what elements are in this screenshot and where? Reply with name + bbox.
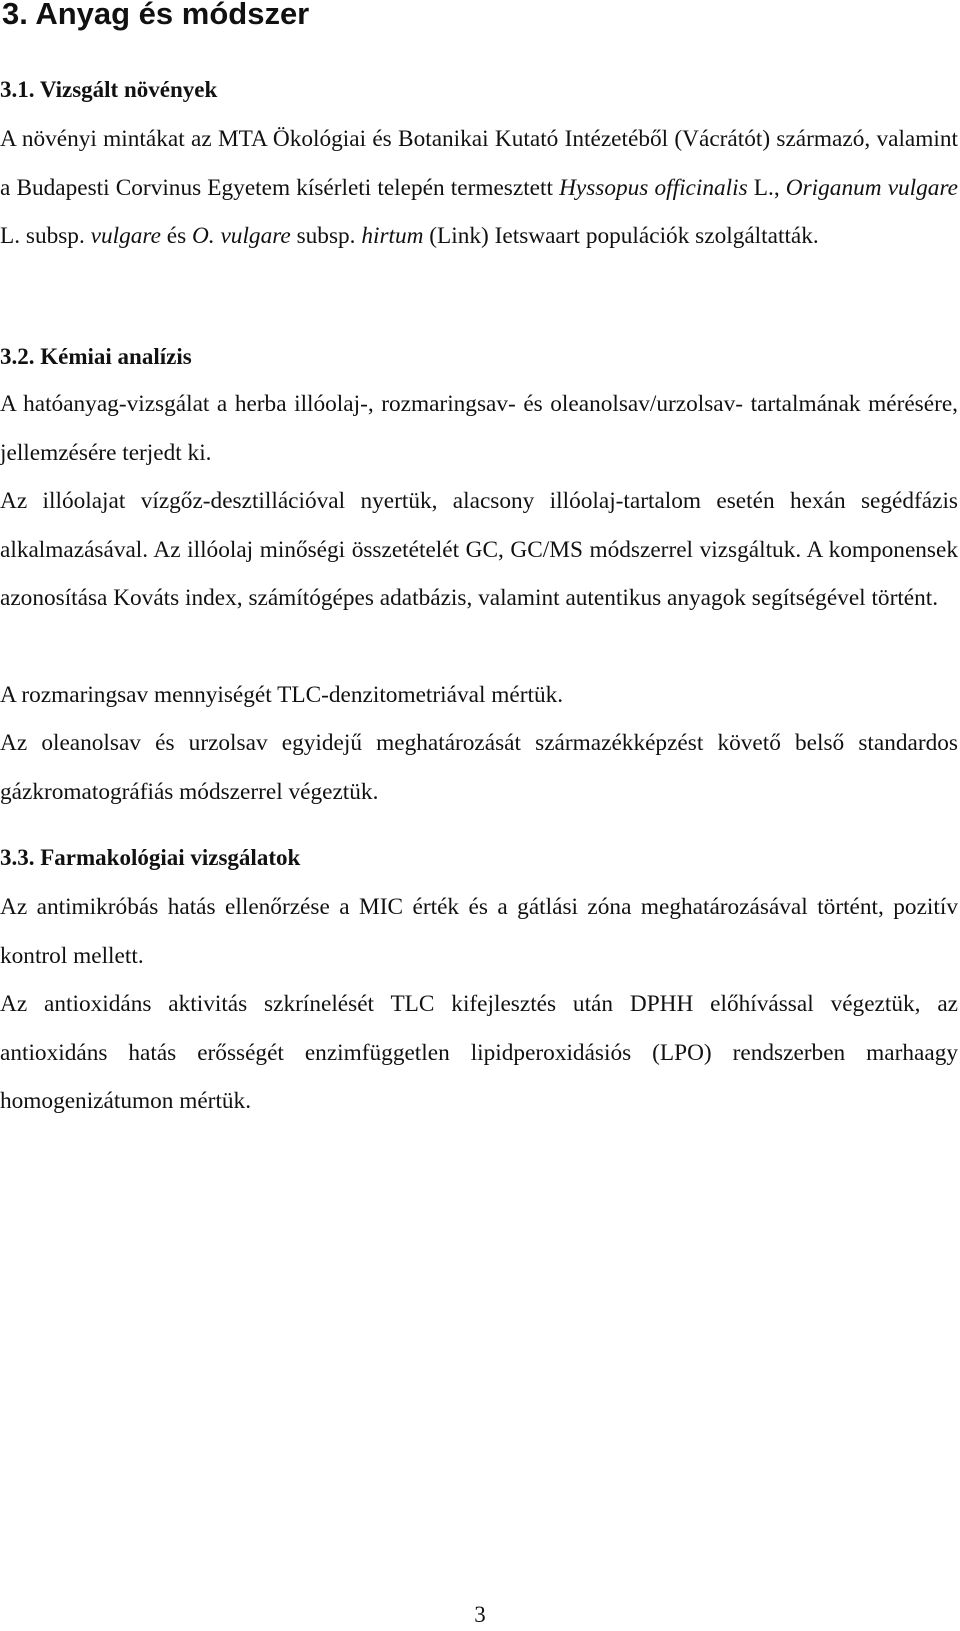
paragraph-antioxidant [0, 980, 958, 1126]
paragraph-antimicrobial [0, 883, 958, 980]
text-line: Az oleanolsav és urzolsav egyidejű meghatározását származékképzést követő [0, 730, 781, 756]
text-line: Az antimikróbás hatás ellenőrzése a MIC érték és a gátlási zóna [0, 894, 632, 920]
text-line: hexán segédfázis alkalmazásával. Az illóolaj minőségi összetételét GC, GC/MS [0, 488, 958, 563]
page-number: 3 [474, 1602, 486, 1627]
paragraph-oleanolic-ursolic [0, 719, 958, 816]
paragraph-essential-oil [0, 477, 958, 623]
text-line: A rozmaringsav mennyiségét TLC-denzitometriával mértük. [0, 682, 564, 708]
text-line: tartalmának mérésére, jellemzésére terjedt ki. [0, 391, 958, 466]
section-title: 3. Anyag és módszer [2, 0, 310, 31]
text-line: végeztük, az antioxidáns hatás erősségét enzimfüggetlen lipidperoxidásiós (LPO) [0, 991, 959, 1066]
text-line: meghatározásával történt, pozitív kontrol mellett. [0, 894, 958, 969]
text-line: O. vulgare subsp. hirtum (Link) Ietswaart populációk szolgáltatták. [191, 223, 819, 250]
text-line: módszerrel vizsgáltuk. A komponensek azonosítása Kováts index, számítógépes [0, 536, 958, 612]
paragraph-rosmarinic-acid [0, 671, 958, 720]
paragraph-chemical-scope [0, 380, 958, 477]
text-line: belső standardos gázkromatográfiás módszerrel végeztük. [0, 730, 959, 805]
text-line: rendszerben marhaagy homogenizátumon mértük. [0, 1039, 958, 1115]
subsection-heading-pharmacological: 3.3. Farmakológiai vizsgálatok [0, 845, 301, 870]
paragraph-plants [0, 115, 958, 261]
text-line: (Vácrátót) származó, valamint a Budapesti Corvinus Egyetem kísérleti telepén [0, 126, 958, 201]
text-line: Az antioxidáns aktivitás szkrínelését TLC kifejlesztés után DPHH előhívással [0, 991, 814, 1017]
text-line: A hatóanyag-vizsgálat a herba illóolaj-, rozmaringsav- és oleanolsav/urzolsav- [0, 391, 744, 417]
text-line: termesztett Hyssopus officinalis L., Origanum vulgare L. subsp. vulgare és [0, 174, 958, 250]
text-line: Az illóolajat vízgőz-desztillációval nyertük, alacsony illóolaj-tartalom esetén [0, 488, 775, 514]
text-line: adatbázis, valamint autentikus anyagok segítségével történt. [379, 585, 939, 612]
subsection-heading-chemical: 3.2. Kémiai analízis [0, 344, 192, 369]
subsection-heading-plants: 3.1. Vizsgált növények [0, 77, 218, 102]
text-line: A növényi mintákat az MTA Ökológiai és Botanikai Kutató Intézetéből [0, 126, 669, 152]
